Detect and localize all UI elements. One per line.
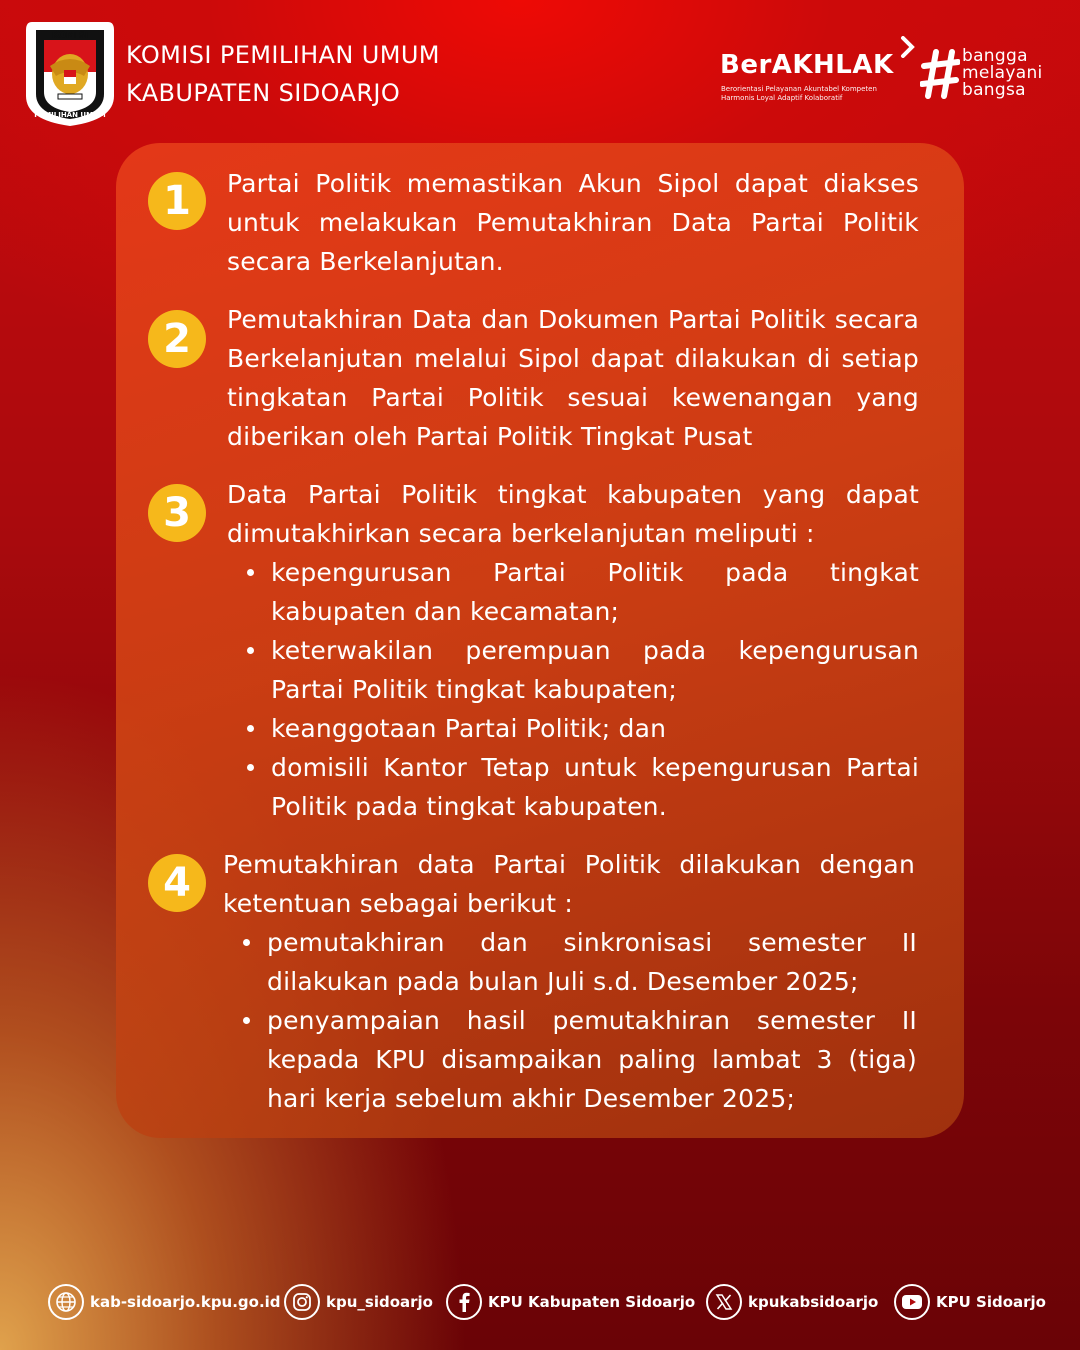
instagram-icon xyxy=(284,1284,320,1320)
list-item: penyampaian hasil pemutakhiran semester II kepada KPU disampaikan paling lambat 3 (tiga) hari kerja sebelum akhir Desember 2025; xyxy=(223,1001,917,1118)
berakhlak-tagline-1: Berorientasi Pelayanan Akuntabel Kompeten xyxy=(721,85,877,93)
footer-instagram-text: kpu_sidoarjo xyxy=(326,1293,433,1311)
number-badge-3: 3 xyxy=(148,484,206,542)
kpu-logo xyxy=(22,16,118,128)
logo-bottom-text: PEMILIHAN UMUM xyxy=(34,111,106,119)
footer-website-link[interactable] xyxy=(48,1282,281,1322)
list-item: kepengurusan Partai Politik pada tingkat kabupaten dan kecamatan; xyxy=(227,553,919,631)
footer-youtube-text: KPU Sidoarjo xyxy=(936,1293,1046,1311)
item-4-bullet-list xyxy=(223,923,917,1118)
chevron-right-icon xyxy=(900,36,916,58)
footer-x-text: kpukabsidoarjo xyxy=(748,1293,879,1311)
slogan-line2: melayani xyxy=(962,63,1043,83)
logo-top-text: KOMISI xyxy=(51,31,89,41)
slogan-line3: bangsa xyxy=(962,80,1026,100)
facebook-icon xyxy=(446,1284,482,1320)
globe-icon xyxy=(48,1284,84,1320)
item-4-text: Pemutakhiran data Partai Politik dilakukan dengan ketentuan sebagai berikut : xyxy=(223,850,915,918)
footer-facebook-text: KPU Kabupaten Sidoarjo xyxy=(488,1293,696,1311)
list-item: keanggotaan Partai Politik; dan xyxy=(227,709,919,748)
item-3-bullet-list xyxy=(227,553,919,826)
berakhlak-logo xyxy=(720,40,912,104)
footer-instagram-link[interactable] xyxy=(284,1282,433,1322)
item-3-text: Data Partai Politik tingkat kabupaten yang dapat dimutakhirkan secara berkelanjutan meliputi : xyxy=(227,480,919,548)
list-item: keterwakilan perempuan pada kepengurusan Partai Politik tingkat kabupaten; xyxy=(227,631,919,709)
berakhlak-word: BerAKHLAK xyxy=(720,50,894,80)
org-name xyxy=(126,36,440,112)
list-item: pemutakhiran dan sinkronisasi semester II dilakukan pada bulan Juli s.d. Desember 2025; xyxy=(223,923,917,1001)
item-2-text: Pemutakhiran Data dan Dokumen Partai Politik secara Berkelanjutan melalui Sipol dapat dilakukan di setiap tingkatan Partai Politik sesuai kewenangan yang diberikan oleh Partai Politik Tingkat Pusat xyxy=(227,305,919,451)
slogan-line1: bangga xyxy=(962,46,1028,66)
footer xyxy=(0,1282,1080,1322)
bangga-melayani-logo xyxy=(920,48,1060,112)
org-name-line2: KABUPATEN SIDOARJO xyxy=(126,79,401,107)
number-badge-4: 4 xyxy=(148,854,206,912)
list-item: domisili Kantor Tetap untuk kepengurusan Partai Politik pada tingkat kabupaten. xyxy=(227,748,919,826)
hashtag-icon xyxy=(920,48,960,100)
number-badge-1: 1 xyxy=(148,172,206,230)
number-badge-2: 2 xyxy=(148,310,206,368)
org-name-line1: KOMISI PEMILIHAN UMUM xyxy=(126,41,440,69)
footer-facebook-link[interactable] xyxy=(446,1282,695,1322)
footer-website-text: kab-sidoarjo.kpu.go.id xyxy=(90,1293,281,1311)
slogan xyxy=(962,48,1043,99)
footer-youtube-link[interactable] xyxy=(894,1282,1046,1322)
item-1-text: Partai Politik memastikan Akun Sipol dapat diakses untuk melakukan Pemutakhiran Data Partai Politik secara Berkelanjutan. xyxy=(227,169,919,276)
x-twitter-icon xyxy=(706,1284,742,1320)
berakhlak-tagline-2: Harmonis Loyal Adaptif Kolaboratif xyxy=(721,94,843,102)
berakhlak-tagline xyxy=(721,85,877,103)
footer-x-link[interactable] xyxy=(706,1282,878,1322)
youtube-icon xyxy=(894,1284,930,1320)
